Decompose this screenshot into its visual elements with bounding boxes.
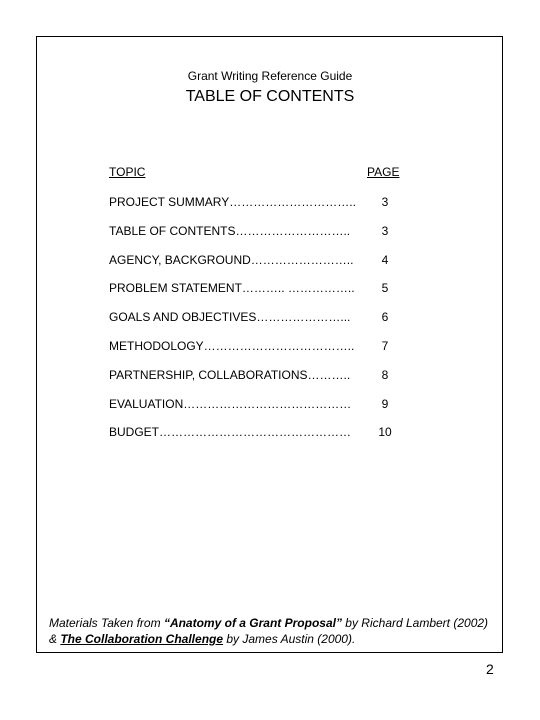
- toc-entry: METHODOLOGY………………………………..: [109, 339, 355, 353]
- toc-row-partnership-collaborations: [109, 368, 409, 382]
- toc-row-problem-statement: [109, 281, 409, 295]
- topic-column-header: TOPIC: [109, 165, 146, 179]
- toc-row-goals-and-objectives: [109, 310, 409, 324]
- toc-row-table-of-contents: [109, 224, 409, 238]
- toc-page-number: 3: [381, 224, 389, 238]
- toc-row-methodology: [109, 339, 409, 353]
- toc-page-number: 4: [381, 253, 389, 267]
- toc-entry: AGENCY, BACKGROUND……………………..: [109, 253, 354, 267]
- toc-row-project-summary: [109, 195, 409, 209]
- footnote-prefix: Materials Taken from: [49, 616, 164, 630]
- source-footnote: [49, 615, 499, 647]
- toc-entry: TABLE OF CONTENTS………………………..: [109, 224, 351, 238]
- toc-entry: BUDGET…………………………………………: [109, 425, 352, 439]
- toc-entry: PROJECT SUMMARY…………………………..: [109, 195, 356, 209]
- toc-page-number: 6: [381, 310, 389, 324]
- toc-page-number: 10: [378, 425, 392, 439]
- toc-page-number: 5: [381, 281, 389, 295]
- document-title: TABLE OF CONTENTS: [185, 88, 355, 105]
- toc-entry: PROBLEM STATEMENT……….. ……………..: [109, 281, 355, 295]
- toc-entry: EVALUATION……………………………………: [109, 397, 352, 411]
- page-column-header: PAGE: [367, 165, 400, 179]
- toc-row-agency-background: [109, 253, 409, 267]
- toc-page-number: 3: [381, 195, 389, 209]
- toc-page-number: 7: [381, 339, 389, 353]
- toc-entry: PARTNERSHIP, COLLABORATIONS………..: [109, 368, 351, 382]
- toc-row-evaluation: [109, 397, 409, 411]
- footnote-book-title-1: “Anatomy of a Grant Proposal”: [163, 616, 342, 630]
- footnote-author-1: by Richard Lambert (2002): [341, 616, 489, 630]
- toc-page-number: 8: [381, 368, 389, 382]
- page-number: 2: [486, 661, 494, 677]
- toc-row-budget: [109, 425, 409, 439]
- toc-entry: GOALS AND OBJECTIVES…………………...: [109, 310, 351, 324]
- footnote-ampersand: &: [49, 632, 61, 646]
- footnote-book-title-2: The Collaboration Challenge: [60, 632, 224, 646]
- document-subtitle: Grant Writing Reference Guide: [187, 69, 353, 83]
- footnote-author-2: by James Austin (2000).: [223, 632, 356, 646]
- toc-page-number: 9: [381, 397, 389, 411]
